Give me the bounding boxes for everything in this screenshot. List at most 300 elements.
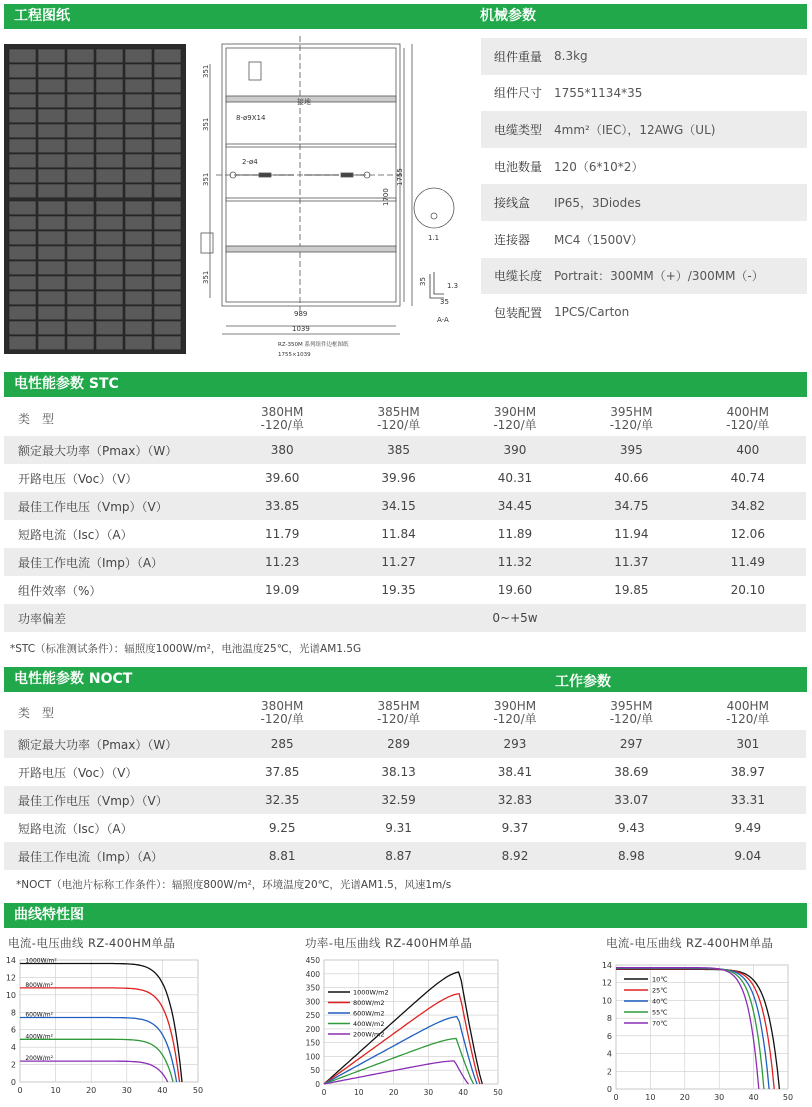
drawing-section-bar [4, 4, 470, 29]
solar-cell [125, 336, 152, 350]
mech-row [481, 111, 807, 148]
solar-cell [125, 109, 152, 123]
solar-cell [9, 246, 36, 260]
x-tick-label: 10 [354, 1088, 364, 1097]
series-label: 400W/m² [25, 1033, 53, 1041]
solar-cell [154, 336, 181, 350]
x-tick-label: 30 [714, 1093, 725, 1102]
cell: 9.43 [618, 821, 645, 835]
solar-cell [9, 321, 36, 335]
cell: 8.81 [224, 842, 340, 870]
row-label: 最佳工作电流（Imp）（A） [4, 842, 224, 870]
type-label: 类 型 [18, 411, 55, 426]
y-tick-label: 4 [10, 1043, 16, 1053]
cell: 37.85 [265, 765, 300, 779]
cell: 11.84 [381, 527, 416, 541]
stc-row [4, 576, 806, 604]
solar-cell [125, 216, 152, 230]
legend-label: 10℃ [652, 975, 668, 984]
cell: 11.23 [224, 548, 340, 576]
y-tick-label: 2 [606, 1067, 612, 1077]
holes2-label: 2-ø4 [242, 158, 258, 166]
cell: 32.59 [340, 786, 456, 814]
solar-cell [9, 306, 36, 320]
y-tick-label: 14 [5, 956, 16, 965]
cell: 19.60 [497, 583, 533, 597]
series-line [20, 1018, 177, 1083]
model-name: 400HM [726, 405, 769, 419]
mech-row [481, 258, 807, 295]
solar-cell [38, 49, 65, 63]
cell: 8.87 [340, 842, 456, 870]
solar-cell [67, 139, 94, 153]
tolerance-value: 0~+5w [224, 604, 806, 632]
stc-header-row [4, 402, 806, 436]
cell: 34.45 [457, 492, 573, 520]
solar-cell [154, 109, 181, 123]
solar-cell [38, 154, 65, 168]
row-label: 最佳工作电流（Imp）（A） [4, 548, 224, 576]
model-name: 390HM [493, 699, 537, 713]
series-label: 200W/m² [25, 1055, 53, 1063]
mech-row [481, 221, 807, 258]
solar-cell [67, 184, 94, 198]
solar-cell [67, 336, 94, 350]
model-cell [224, 696, 340, 730]
solar-cell [96, 79, 123, 93]
solar-cell [9, 201, 36, 215]
x-tick-label: 10 [645, 1093, 656, 1102]
noct-row [4, 814, 806, 842]
dim-35b: 35 [440, 298, 449, 306]
cell: 19.35 [381, 583, 416, 597]
solar-cell [9, 124, 36, 138]
solar-cell [9, 336, 36, 350]
x-tick-label: 30 [423, 1088, 434, 1097]
row-label: 额定最大功率（Pmax）（W） [4, 730, 224, 758]
solar-cell [67, 306, 94, 320]
model-cell [573, 696, 689, 730]
panel-drawing-svg [4, 36, 470, 366]
stc-note: *STC（标准测试条件）：辐照度1000W/m²，电池温度25℃，光谱AM1.5G [10, 643, 362, 655]
x-tick-label: 0 [613, 1093, 619, 1102]
solar-cell [96, 231, 123, 245]
dim-351-a: 351 [202, 64, 210, 78]
solar-cell [38, 109, 65, 123]
x-tick-label: 50 [192, 1086, 204, 1095]
y-tick-label: 0 [315, 1080, 320, 1089]
cell: 19.09 [265, 583, 300, 597]
solar-cell [154, 139, 181, 153]
row-label: 短路电流（Isc）（A） [18, 821, 133, 836]
y-tick-label: 4 [606, 1049, 612, 1059]
solar-cell [96, 94, 123, 108]
cell: 33.31 [690, 786, 806, 814]
dim-1039: 1039 [292, 325, 310, 333]
solar-cell [154, 79, 181, 93]
solar-cell [9, 169, 36, 183]
panel-back-view [201, 36, 454, 334]
stc-row [4, 520, 806, 548]
dim-1.3: 1.3 [447, 282, 459, 290]
y-tick-label: 250 [305, 1011, 320, 1021]
mech-value: 1PCS/Carton [554, 305, 630, 320]
cell: 11.27 [340, 548, 456, 576]
cell: 38.69 [614, 765, 649, 779]
cell: 40.74 [730, 471, 765, 485]
solar-cell [96, 124, 123, 138]
solar-cell [96, 306, 123, 320]
model-name: 380HM [261, 699, 304, 713]
cell: 40.66 [614, 471, 649, 485]
stc-row [4, 464, 806, 492]
cell: 34.15 [340, 492, 456, 520]
cell: 11.49 [690, 548, 806, 576]
solar-cell [67, 231, 94, 245]
cell: 32.35 [224, 786, 340, 814]
solar-cell [125, 139, 152, 153]
solar-cell [67, 246, 94, 260]
model-cell [690, 402, 806, 436]
series-line [20, 1061, 168, 1082]
model-suffix: -120/单 [260, 418, 304, 432]
solar-cell [125, 261, 152, 275]
solar-cell [96, 49, 123, 63]
drawing-caption-size: 1755×1039 [278, 352, 311, 358]
solar-cell [9, 154, 36, 168]
mech-row [481, 184, 807, 221]
drawing-section-title: 工程图纸 [14, 8, 70, 24]
solar-cell [9, 139, 36, 153]
row-label: 短路电流（Isc）（A） [18, 527, 133, 542]
x-tick-label: 10 [50, 1086, 61, 1095]
solar-cell [67, 79, 94, 93]
solar-cell [67, 276, 94, 290]
mech-value: 120（6*10*2） [554, 159, 644, 174]
solar-cell [125, 276, 152, 290]
solar-cell [38, 276, 65, 290]
series-label: 800W/m² [25, 981, 53, 989]
y-tick-label: 10 [5, 990, 16, 1000]
cell: 390 [457, 436, 573, 464]
engineering-drawing [4, 36, 470, 366]
model-suffix: -120/单 [726, 712, 770, 726]
cell: 9.25 [268, 821, 296, 835]
solar-cell [125, 79, 152, 93]
solar-cell [67, 216, 94, 230]
solar-cell [9, 184, 36, 198]
solar-cell [9, 291, 36, 305]
solar-cell [125, 321, 152, 335]
x-tick-label: 50 [782, 1093, 794, 1102]
dim-351-d: 351 [202, 270, 210, 284]
cell: 380 [224, 436, 340, 464]
solar-cell [9, 231, 36, 245]
chart-3-title: 电流-电压曲线 RZ-400HM单晶 [606, 936, 774, 950]
model-cell [224, 402, 340, 436]
y-tick-label: 6 [10, 1025, 16, 1035]
solar-cell [154, 184, 181, 198]
cell: 285 [224, 730, 340, 758]
curves-section-bar [4, 903, 807, 928]
mech-key: 接线盒 [494, 196, 531, 211]
dim-1.1: 1.1 [428, 234, 440, 242]
stc-row [4, 436, 806, 464]
x-tick-label: 0 [321, 1088, 327, 1097]
dim-1700: 1700 [382, 188, 390, 206]
model-suffix: -120/单 [376, 712, 421, 726]
cell: 11.32 [457, 548, 573, 576]
cell: 8.98 [573, 842, 689, 870]
x-tick-label: 20 [86, 1086, 97, 1095]
solar-cell [67, 124, 94, 138]
cell: 385 [340, 436, 456, 464]
solar-cell [96, 109, 123, 123]
solar-cell [96, 261, 123, 275]
solar-cell [38, 231, 65, 245]
cell: 19.85 [614, 583, 649, 597]
legend-label: 70℃ [652, 1019, 668, 1028]
cell: 39.96 [381, 471, 416, 485]
solar-cell [38, 64, 65, 78]
noct-table [4, 696, 806, 870]
solar-cell [154, 216, 181, 230]
solar-cell [154, 306, 181, 320]
mech-value: 1755*1134*35 [554, 85, 643, 100]
dim-351-c: 351 [202, 172, 210, 186]
solar-cell [154, 124, 181, 138]
cell: 39.60 [265, 471, 300, 485]
x-tick-label: 20 [679, 1093, 690, 1102]
series-line [616, 968, 759, 1089]
legend-label: 55℃ [652, 1008, 668, 1017]
solar-cell [125, 201, 152, 215]
noct-header-row [4, 696, 806, 730]
legend-label: 25℃ [652, 986, 668, 995]
solar-cell [96, 276, 123, 290]
solar-cell [96, 169, 123, 183]
cell: 11.94 [614, 527, 649, 541]
mechanical-section-title: 机械参数 [480, 8, 536, 24]
solar-cell [154, 276, 181, 290]
solar-cell [67, 321, 94, 335]
row-label: 组件效率（%） [18, 583, 102, 598]
model-suffix: -120/单 [493, 418, 537, 432]
cell: 33.07 [573, 786, 689, 814]
mechanical-section-bar [470, 4, 807, 29]
legend-label: 400W/m2 [353, 1020, 385, 1028]
model-suffix: -120/单 [376, 418, 421, 432]
y-tick-label: 6 [606, 1031, 612, 1041]
curves-section-title: 曲线特性图 [14, 907, 84, 923]
model-cell [457, 696, 573, 730]
model-cell [457, 402, 573, 436]
solar-cell [67, 169, 94, 183]
mech-key: 连接器 [494, 232, 531, 247]
model-suffix: -120/单 [493, 712, 537, 726]
solar-cell [38, 79, 65, 93]
y-tick-label: 8 [606, 1014, 612, 1024]
model-cell [340, 696, 456, 730]
legend-label: 600W/m2 [353, 1009, 385, 1018]
model-suffix: -120/单 [260, 712, 304, 726]
y-tick-label: 12 [5, 973, 16, 983]
mech-key: 电缆长度 [494, 269, 543, 284]
solar-cell [9, 94, 36, 108]
solar-cell [67, 291, 94, 305]
solar-cell [38, 201, 65, 215]
solar-cell [154, 169, 181, 183]
solar-cell [96, 216, 123, 230]
solar-cell [96, 321, 123, 335]
x-tick-label: 40 [157, 1086, 168, 1095]
row-label: 开路电压（Voc）（V） [18, 765, 138, 780]
noct-section-title: 电性能参数 NOCT [14, 671, 133, 687]
solar-cell [96, 154, 123, 168]
legend-label: 800W/m2 [353, 999, 385, 1007]
y-tick-label: 150 [305, 1038, 320, 1048]
cell: 293 [457, 730, 573, 758]
cell: 8.92 [457, 842, 573, 870]
chart-1-title: 电流-电压曲线 RZ-400HM单晶 [8, 936, 176, 950]
cell: 9.49 [734, 821, 762, 835]
solar-cell [96, 336, 123, 350]
y-tick-label: 14 [601, 961, 612, 970]
mech-value: IP65，3Diodes [554, 196, 641, 211]
y-tick-label: 300 [305, 997, 320, 1007]
model-name: 395HM [610, 699, 653, 713]
noct-row [4, 786, 806, 814]
model-cell [573, 402, 689, 436]
type-label: 类 型 [18, 705, 55, 720]
legend-label: 200W/m2 [353, 1030, 385, 1039]
drawing-caption: RZ-350M 系列组件边框图纸 [278, 342, 349, 348]
x-tick-label: 0 [17, 1086, 23, 1095]
model-cell [690, 696, 806, 730]
solar-cell [125, 154, 152, 168]
solar-cell [154, 94, 181, 108]
noct-row [4, 842, 806, 870]
noct-row [4, 730, 806, 758]
solar-cell [67, 154, 94, 168]
series-line [616, 969, 769, 1090]
x-tick-label: 40 [458, 1088, 468, 1097]
cell: 40.31 [497, 471, 533, 485]
mech-key: 包装配置 [494, 305, 543, 320]
mech-value: Portrait：300MM（+）/300MM（-） [554, 269, 764, 284]
mech-value: MC4（1500V） [554, 232, 644, 247]
stc-section-bar [4, 372, 807, 397]
cell: 38.97 [730, 765, 765, 779]
dim-1755: 1755 [396, 168, 404, 186]
cell: 289 [340, 730, 456, 758]
row-label: 最佳工作电压（Vmp）（V） [4, 492, 224, 520]
working-params-title: 工作参数 [555, 674, 611, 690]
mech-row [481, 148, 807, 185]
y-tick-label: 2 [10, 1060, 16, 1070]
solar-cell [9, 261, 36, 275]
solar-cell [154, 64, 181, 78]
solar-cell [154, 154, 181, 168]
row-label: 开路电压（Voc）（V） [18, 471, 138, 486]
legend-label: 40℃ [652, 997, 668, 1006]
solar-cell [154, 261, 181, 275]
solar-cell [154, 201, 181, 215]
plot-area [20, 960, 198, 1082]
solar-cell [96, 139, 123, 153]
y-tick-label: 450 [305, 956, 320, 965]
cell: 400 [690, 436, 806, 464]
solar-cell [9, 49, 36, 63]
solar-cell [154, 321, 181, 335]
solar-cell [96, 64, 123, 78]
solar-cell [125, 64, 152, 78]
model-suffix: -120/单 [609, 418, 653, 432]
mech-key: 组件尺寸 [494, 86, 543, 101]
solar-cell [154, 246, 181, 260]
solar-cell [154, 291, 181, 305]
solar-cell [67, 261, 94, 275]
drawing-dimension-labels [202, 65, 458, 358]
y-tick-label: 10 [601, 996, 612, 1006]
dim-989: 989 [294, 310, 308, 318]
y-tick-label: 0 [10, 1078, 16, 1087]
mech-key: 电缆类型 [494, 122, 543, 137]
stc-row [4, 548, 806, 576]
cell: 9.37 [501, 821, 529, 835]
legend-label: 1000W/m2 [353, 988, 389, 997]
model-name: 380HM [261, 405, 304, 419]
solar-cell [96, 201, 123, 215]
cell: 34.82 [690, 492, 806, 520]
mech-row [481, 75, 807, 112]
y-tick-label: 350 [305, 983, 320, 993]
cell: 38.13 [381, 765, 416, 779]
solar-cell [38, 216, 65, 230]
model-name: 385HM [377, 699, 420, 713]
row-label: 最佳工作电压（Vmp）（V） [4, 786, 224, 814]
solar-cell [9, 276, 36, 290]
mech-value: 8.3kg [554, 49, 588, 64]
model-suffix: -120/单 [609, 712, 653, 726]
section-label: A-A [437, 316, 449, 324]
solar-cell [9, 216, 36, 230]
solar-cell [38, 246, 65, 260]
solar-cell [125, 184, 152, 198]
model-cell [340, 402, 456, 436]
solar-cell [154, 49, 181, 63]
ground-label: 接地 [297, 98, 311, 106]
stc-section-title: 电性能参数 STC [14, 376, 119, 392]
series-label: 1000W/m² [25, 957, 57, 965]
series-label: 600W/m² [25, 1011, 53, 1019]
cell: 38.41 [497, 765, 533, 779]
solar-cell [125, 49, 152, 63]
solar-cell [38, 139, 65, 153]
solar-cell [125, 291, 152, 305]
solar-cell [96, 246, 123, 260]
chart-2-title: 功率-电压曲线 RZ-400HM单晶 [305, 936, 473, 950]
solar-cell [67, 109, 94, 123]
x-tick-label: 30 [121, 1086, 132, 1095]
solar-cell [125, 246, 152, 260]
cell: 34.75 [573, 492, 689, 520]
cell: 395 [573, 436, 689, 464]
solar-cell [9, 109, 36, 123]
cell: 11.89 [497, 527, 533, 541]
y-tick-label: 200 [305, 1024, 320, 1034]
solar-cell [9, 64, 36, 78]
